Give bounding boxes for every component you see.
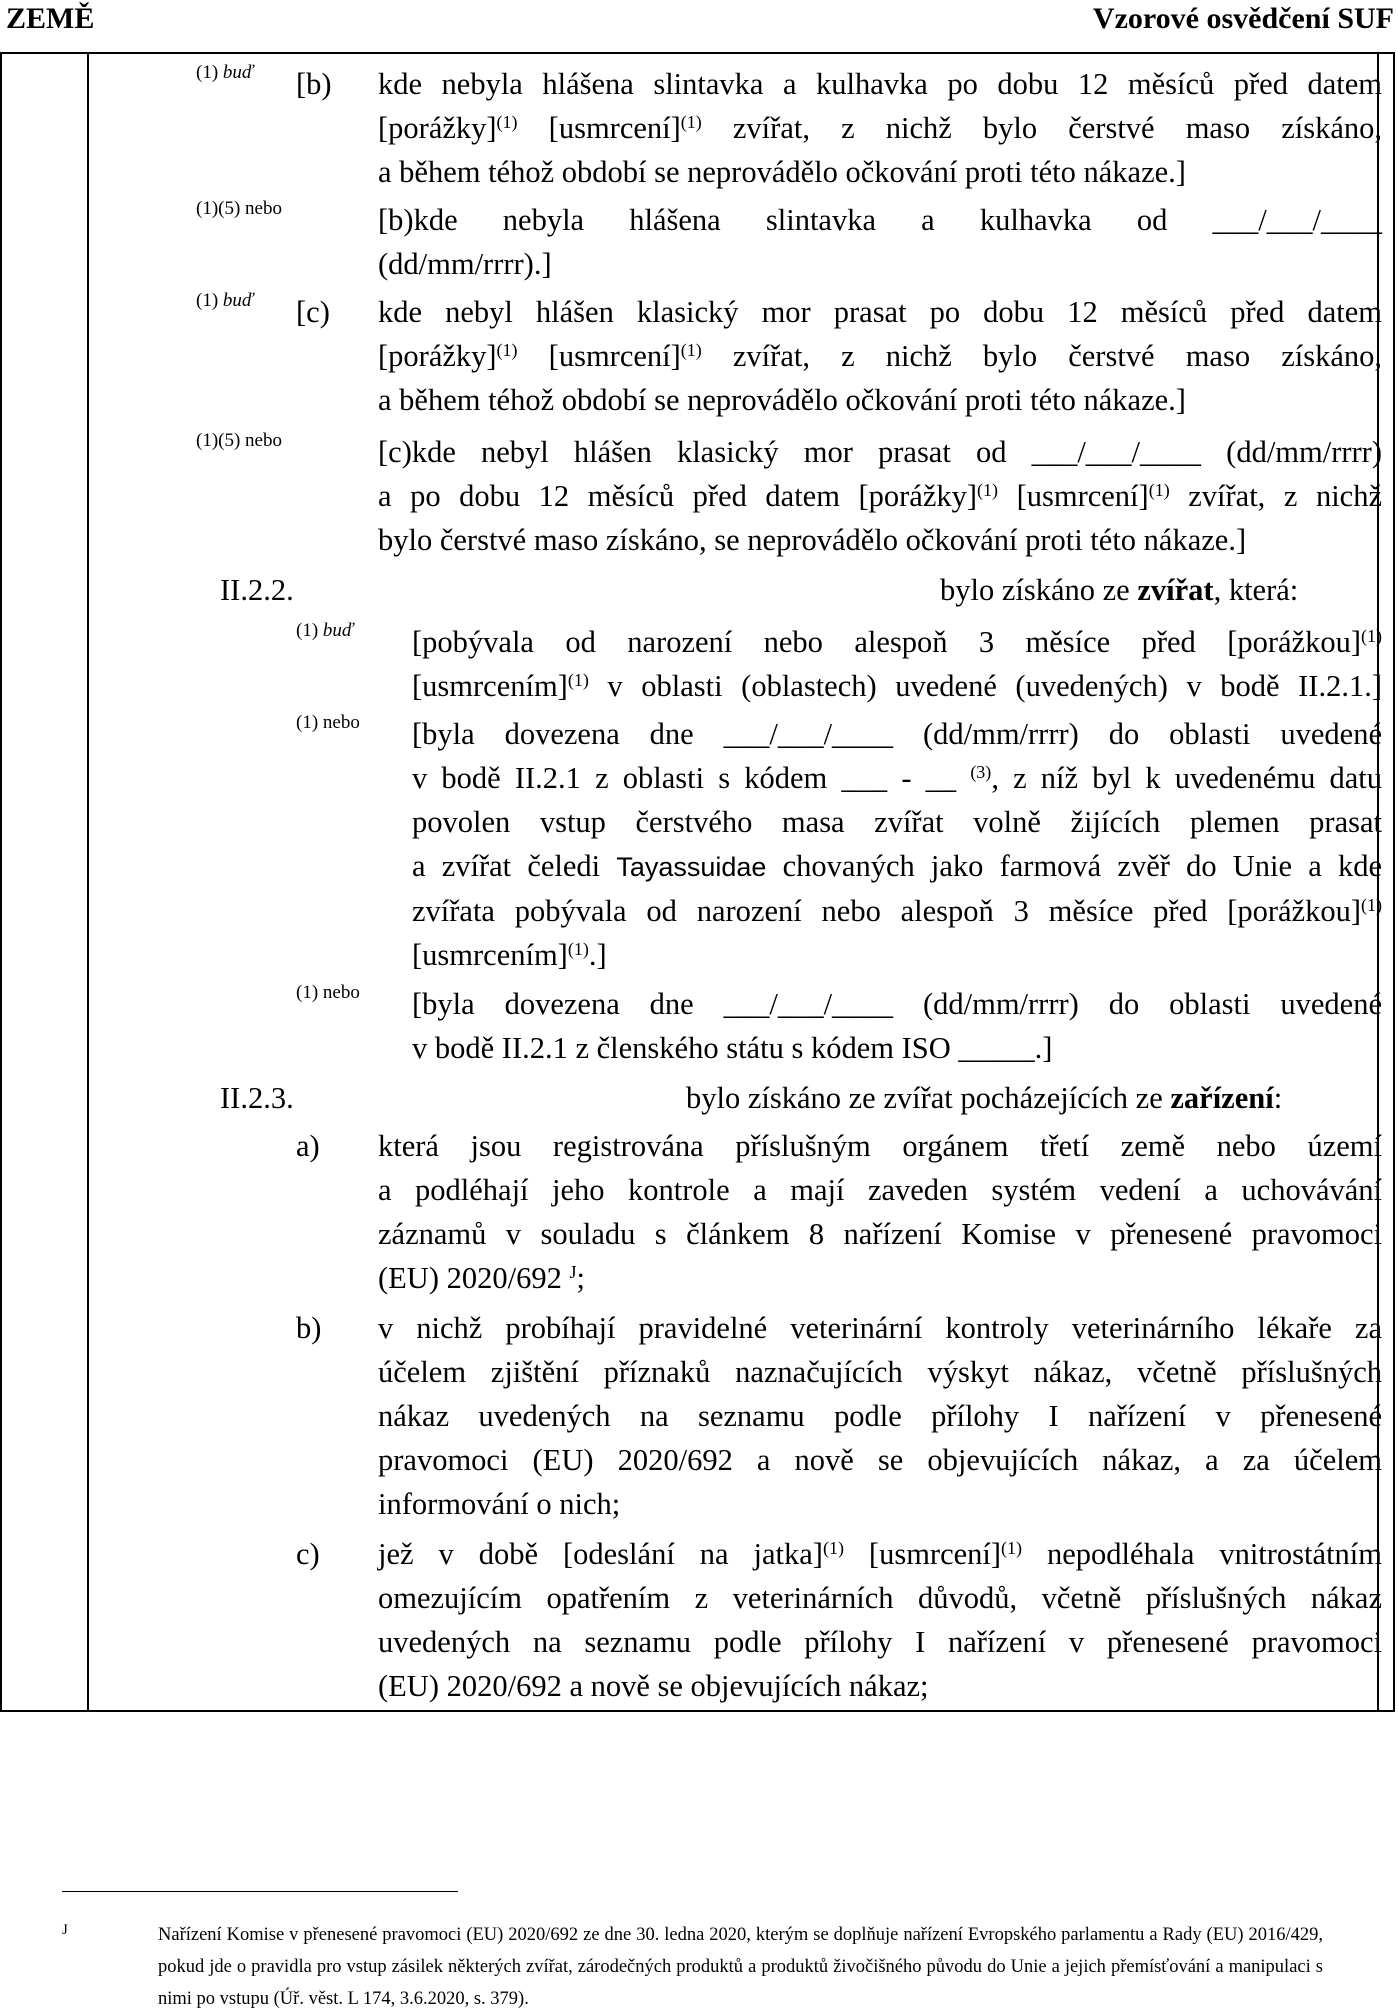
paragraph-a: která jsou registrována příslušným orgánem třetí země nebo území a podléhají jeho kontrole a mají zaveden systém vedení a uchovávání záznamů v souladu s článkem 8 nařízení Komise v přenesené pravomoci (EU) 2020/692 $^J$;: [378, 1129, 1382, 1295]
paragraph-c: jež v době [odeslání na jatka]$^{(1)}$ [usmrcení]$^{(1)}$ nepodléhala vnitrostátním omezujícím opatřením z veterinárních důvodů, včetně příslušných nákaz uvedených na seznamu podle přílohy I nařízení v přenesené pravomoci (EU) 2020/692 a nově se objevujících nákaz;: [378, 1537, 1382, 1703]
paragraph-c-either: kde nebyl hlášen klasický mor prasat po dobu 12 měsíců před datem [porážky]$^{(1)}$ [usmrcení]$^{(1)}$ zvířat, z nichž bylo čerstvé maso získáno, a během téhož období se neprovádělo očkování proti této nákaze.]: [378, 295, 1382, 417]
paragraph-imported-member-state: [byla dovezena dne ___/___/____ (dd/mm/rrrr) do oblasti uvedené v bodě II.2.1 z členského státu s kódem ISO _____.]: [412, 987, 1382, 1065]
item-label: [b): [296, 67, 332, 101]
paragraph-b: v nichž probíhají pravidelné veterinární kontroly veterinárního lékaře za účelem zjištění příznaků naznačujících výskyt nákaz, včetně příslušných nákaz uvedených na seznamu podle přílohy I nařízení v přenesené pravomoci (EU) 2020/692 a nově se objevujících nákaz, a za účelem informování o nich;: [378, 1311, 1382, 1521]
item-label: a): [296, 1129, 320, 1163]
option-mark: (1)(5) nebo: [196, 430, 282, 451]
footnote-text: Nařízení Komise v přenesené pravomoci (EU) 2020/692 ze dne 30. ledna 2020, kterým se doplňuje nařízení Evropského parlamentu a Rady (EU) 2016/429, pokud jde o pravidla pro vstup zásilek některých zvířat, zárodečných produktů a produktů živočišného původu do Unie a jejich přemísťování a manipulaci s nimi po vstupu (Úř. věst. L 174, 3.6.2020, s. 379).: [158, 1925, 1323, 2009]
footnote-mark: J: [62, 1922, 68, 1938]
paragraph-b-either: kde nebyla hlášena slintavka a kulhavka po dobu 12 měsíců před datem [porážky]$^{(1)}$ [usmrcení]$^{(1)}$ zvířat, z nichž bylo čerstvé maso získáno, a během téhož období se neprovádělo očkování proti této nákaze.]: [378, 67, 1382, 189]
item-label: c): [296, 1537, 320, 1571]
option-mark: (1) buď: [196, 290, 254, 311]
header-country: ZEMĚ: [6, 2, 95, 35]
section-heading: bylo získáno ze zvířat pocházejících ze zařízení:: [686, 1081, 1283, 1115]
paragraph-b-or: [b)kde nebyla hlášena slintavka a kulhavka od ___/___/____ (dd/mm/rrrr).]: [378, 203, 1382, 281]
option-mark: (1) buď: [296, 620, 354, 641]
section-heading: bylo získáno ze zvířat, která:: [940, 573, 1299, 607]
footnote-separator: [62, 1891, 458, 1892]
item-label: b): [296, 1311, 322, 1345]
section-number: II.2.2.: [220, 573, 294, 607]
option-mark: (1) buď: [196, 62, 254, 83]
item-label: [c): [296, 295, 330, 329]
paragraph-resided: [pobývala od narození nebo alespoň 3 měsíce před [porážkou]$^{(1)}$ [usmrcením]$^{(1)}$ v oblasti (oblastech) uvedené (uvedených) v bodě II.2.1.]: [412, 625, 1382, 703]
option-mark: (1) nebo: [296, 982, 360, 1003]
header-certificate-title: Vzorové osvědčení SUF: [1092, 2, 1394, 35]
section-number: II.2.3.: [220, 1081, 294, 1115]
left-column-divider: [87, 54, 89, 1710]
option-mark: (1) nebo: [296, 712, 360, 733]
paragraph-imported-zone: [byla dovezena dne ___/___/____ (dd/mm/rrrr) do oblasti uvedené v bodě II.2.1 z oblasti s kódem ___ - __ $^{(3)}$, z níž byl k uvedenému datu povolen vstup čerstvého masa zvířat volně žijících plemen prasat a zvířat čeledi Tayassuidae chovaných jako farmová zvěř do Unie a kde zvířata pobývala od narození nebo alespoň 3 měsíce před [porážkou]$^{(1)}$ [usmrcením]$^{(1)}$.]: [412, 717, 1382, 972]
option-mark: (1)(5) nebo: [196, 198, 282, 219]
paragraph-c-or: [c)kde nebyl hlášen klasický mor prasat od ___/___/____ (dd/mm/rrrr) a po dobu 12 měsíců před datem [porážky]$^{(1)}$ [usmrcení]$^{(1)}$ zvířat, z nichž bylo čerstvé maso získáno, se neprovádělo očkování proti této nákaze.]: [378, 435, 1382, 557]
